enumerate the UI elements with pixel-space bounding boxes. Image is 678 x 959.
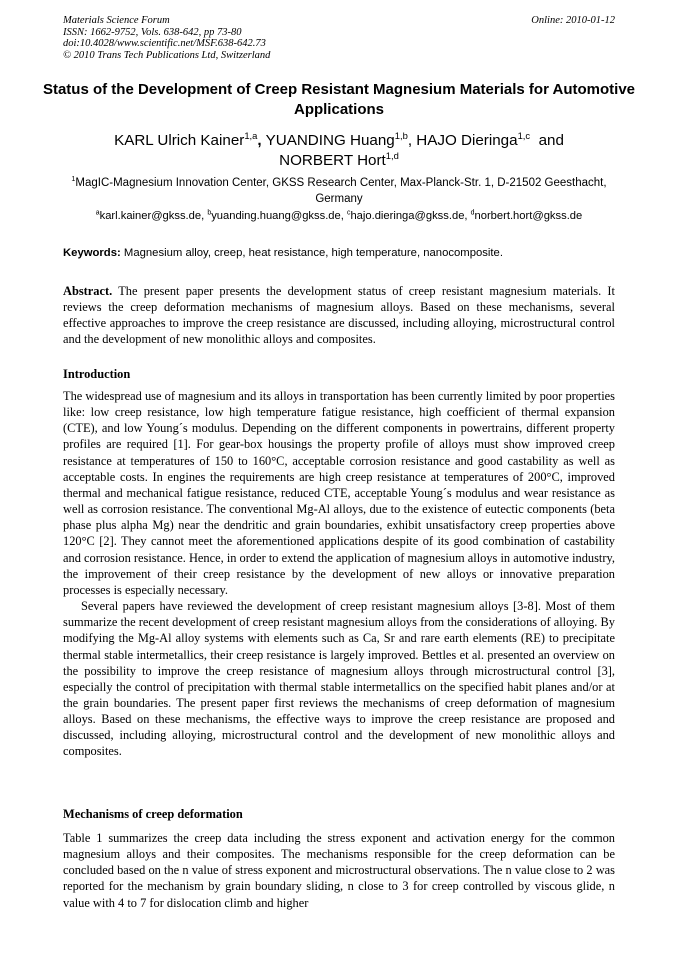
copyright-line: © 2010 Trans Tech Publications Ltd, Switzerland <box>63 49 271 61</box>
author-sup: 1,a <box>244 129 258 141</box>
keywords-label: Keywords: <box>63 247 121 259</box>
keywords-text: Magnesium alloy, creep, heat resistance, high temperature, nanocomposite. <box>123 247 503 259</box>
affiliation <box>63 175 615 207</box>
author-name: HAJO Dieringa <box>416 132 518 149</box>
author-name: NORBERT Hort <box>279 152 386 169</box>
email-sup: a <box>95 209 100 217</box>
email-sup: c <box>346 209 351 217</box>
email-link[interactable]: yuanding.huang@gkss.de <box>211 210 341 222</box>
paper-title: Status of the Development of Creep Resistant Magnesium Materials for Automotive Applications <box>42 81 636 118</box>
keywords <box>63 245 615 261</box>
paragraph: Table 1 summarizes the creep data including the stress exponent and activation energy for the common magnesium alloys and their composites. The mechanisms responsible for the creep deformation can be concluded based on the n value of stress exponent and microstructural observations. The n value close to 2 was reported for the mechanism by grain boundary sliding, n close to 3 for creep controlled by viscous glide, n value with 4 to 7 for dislocation climb and higher <box>63 831 615 910</box>
email-sup: d <box>470 209 475 217</box>
doi-line: doi:10.4028/www.scientific.net/MSF.638-642.73 <box>63 38 266 49</box>
mechanisms-body <box>63 830 615 911</box>
abstract-text: The present paper presents the development status of creep resistant magnesium materials. It reviews the creep deformation mechanisms of magnesium alloys. Based on these mechanisms, several effective approaches to improve the creep resistance are discussed, including alloying, microstructural control and the development of new monolithic alloys and composites. <box>63 284 615 347</box>
paragraph: The widespread use of magnesium and its alloys in transportation has been currently limited by poor properties like: low creep resistance, low high temperature fatigue resistance, high coefficient of thermal expansion (CTE), and low Young´s modulus. Depending on the different components in powertrains, different property profiles are required [1]. For gear-box housings the property profile of alloys must show improved creep resistance at temperatures of 150 to 160°C, acceptable corrosion resistance and good castability as well as acceptable costs. In engines the requirements are high creep resistance at temperatures of 200°C, improved thermal and mechanical fatigue resistance, reduced CTE, acceptable Young´s modulus and wear resistance as well as corrosion resistance. The conventional Mg-Al alloys, due to the existence of eutectic components (beta phase plus alpha Mg) near the dendritic and grain boundaries, exhibit unsatisfactory creep properties above 120°C [2]. They cannot meet the aforementioned applications despite of its good combination of castability and corrosion resistance. Hence, in order to extend the application of magnesium alloys in automotive industry, the improvement of their creep resistance by the development of new alloys or innovative preparation processes is especially necessary. <box>63 389 615 597</box>
author-and: and <box>538 132 564 149</box>
email-link[interactable]: norbert.hort@gkss.de <box>474 210 583 222</box>
email-link[interactable]: hajo.dieringa@gkss.de <box>350 210 465 222</box>
online-date: Online: 2010-01-12 <box>531 15 615 26</box>
affiliation-text: MagIC-Magnesium Innovation Center, GKSS Research Center, Max-Planck-Str. 1, D-21502 Geesthacht, Germany <box>75 177 607 205</box>
abstract <box>63 283 615 348</box>
author-separator: , <box>257 132 262 149</box>
author-separator: , <box>407 132 413 149</box>
email-list: $^a$karl.kainer@gkss.de, $^b$yuanding.huang@gkss.de, $^c$hajo.dieringa@gkss.de, $^d$norbert.hort@gkss.de <box>95 209 583 222</box>
author-name: YUANDING Huang <box>265 132 395 149</box>
author-sup: 1,d <box>385 149 399 161</box>
introduction-body <box>63 388 615 760</box>
email-link[interactable]: karl.kainer@gkss.de <box>99 210 202 222</box>
journal-header <box>63 15 615 61</box>
section-heading-mechanisms: Mechanisms of creep deformation <box>63 807 243 821</box>
author-sup: 1,c <box>517 129 531 141</box>
paragraph: Several papers have reviewed the development of creep resistant magnesium alloys [3-8]. Most of them summarize the recent development of creep resistant magnesium alloys from the considerations of alloying. By modifying the Mg-Al alloy systems with elements such as Ca, Sr and rare earth elements (RE) to precipitate thermal stable intermetallics, their creep resistance is largely improved. Bettles et al. presented an overview on the possibility to improve the creep resistance of magnesium alloys through microstructural control [3], especially the control of precipitation with thermal stable intermetallics on the specified habit planes and/or at the grain boundaries. The present paper first reviews the mechanisms of creep deformation of magnesium alloys. Based on these mechanisms, the effective ways to improve the creep resistance are proposed and discussed, including alloying, microstructural control and the development of new monolithic alloys and composites. <box>63 599 615 759</box>
author-sup: 1,b <box>394 129 408 141</box>
abstract-label: Abstract. <box>63 284 113 298</box>
section-heading-introduction: Introduction <box>63 367 131 381</box>
author-list <box>40 131 638 171</box>
author-name: KARL Ulrich Kainer <box>114 132 245 149</box>
issn-line: ISSN: 1662-9752, Vols. 638-642, pp 73-80 <box>63 26 242 38</box>
affiliation-sup: 1 <box>71 175 76 184</box>
email-sup: b <box>207 209 212 217</box>
journal-name: Materials Science Forum <box>63 15 170 26</box>
